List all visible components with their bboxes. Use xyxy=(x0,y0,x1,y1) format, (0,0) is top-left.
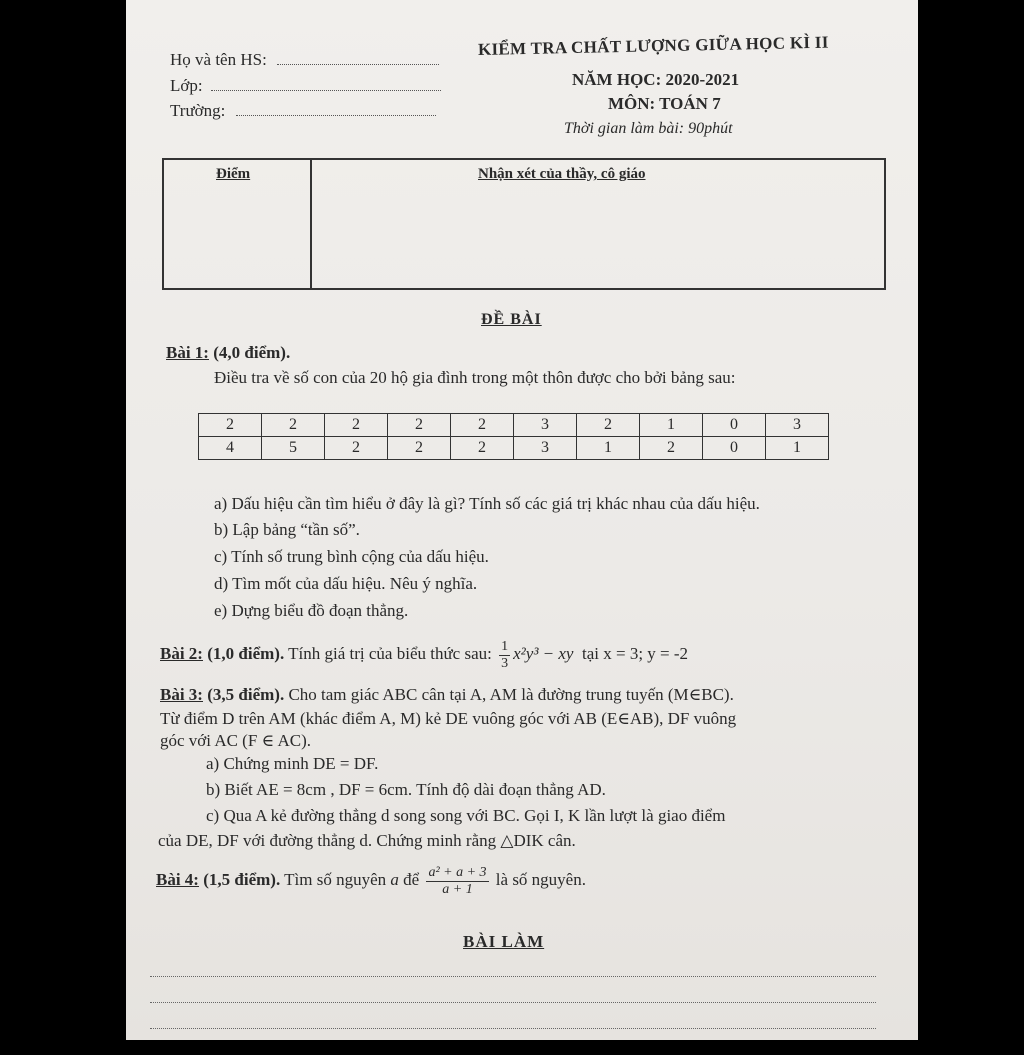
bai3-question-b: b) Biết AE = 8cm , DF = 6cm. Tính độ dài đoạn thẳng AD. xyxy=(206,780,606,799)
table-cell: 2 xyxy=(262,414,325,437)
class-dots xyxy=(211,89,441,91)
comment-label: Nhận xét của thầy, cô giáo xyxy=(478,166,646,182)
data-table xyxy=(198,413,829,460)
bai1-question-b: b) Lập bảng “tần số”. xyxy=(214,520,360,539)
bai3-question-c2: của DE, DF với đường thẳng d. Chứng minh rằng △DIK cân. xyxy=(158,831,576,850)
table-cell: 2 xyxy=(388,414,451,437)
bai2-label: Bài 2: xyxy=(160,644,203,663)
table-cell: 5 xyxy=(262,437,325,460)
bai4-points: (1,5 điểm). xyxy=(203,870,281,889)
exam-title: KIỂM TRA CHẤT LƯỢNG GIỮA HỌC KÌ II xyxy=(477,32,829,59)
bai3-line1 xyxy=(160,685,734,705)
bai3-line3: góc với AC (F ∈ AC). xyxy=(160,731,311,750)
table-cell: 2 xyxy=(325,437,388,460)
table-cell: 2 xyxy=(577,414,640,437)
table-cell: 3 xyxy=(766,414,829,437)
table-cell: 4 xyxy=(199,437,262,460)
grade-box xyxy=(162,158,886,290)
student-name-field xyxy=(170,50,439,70)
bai2-points: (1,0 điểm). xyxy=(207,644,285,663)
bai4-text2: để xyxy=(403,870,420,889)
bai1-intro: Điều tra về số con của 20 hộ gia đình trong một thôn được cho bởi bảng sau: xyxy=(214,368,736,387)
bai3-line2: Từ điểm D trên AM (khác điểm A, M) kẻ DE vuông góc với AB (E∈AB), DF vuông xyxy=(160,709,737,728)
table-cell: 3 xyxy=(514,437,577,460)
bai3-text: Cho tam giác ABC cân tại A, AM là đường trung tuyến (M∈BC). xyxy=(288,685,734,704)
bai4-fraction xyxy=(426,865,488,898)
table-cell: 2 xyxy=(388,437,451,460)
bai3-label: Bài 3: xyxy=(160,685,203,704)
duration: Thời gian làm bài: 90phút xyxy=(564,120,733,137)
bai2-text: Tính giá trị của biểu thức sau: xyxy=(288,644,492,663)
school-field xyxy=(170,101,436,121)
table-row xyxy=(199,437,829,460)
grade-box-divider xyxy=(310,158,312,288)
school-dots xyxy=(236,114,436,116)
bai2-expression: x²y³ − xy xyxy=(513,644,574,663)
answer-title: BÀI LÀM xyxy=(463,932,545,951)
bai3-question-c1: c) Qua A kẻ đường thẳng d song song với BC. Gọi I, K lần lượt là giao điểm xyxy=(206,806,726,825)
bai1-points: (4,0 điểm). xyxy=(213,343,291,362)
school-year: NĂM HỌC: 2020-2021 xyxy=(572,70,740,89)
school-label: Trường: xyxy=(170,101,226,120)
bai1-question-c: c) Tính số trung bình cộng của dấu hiệu. xyxy=(214,547,489,566)
class-label: Lớp: xyxy=(170,76,203,95)
table-cell: 0 xyxy=(703,414,766,437)
subject: MÔN: TOÁN 7 xyxy=(608,94,721,113)
class-field xyxy=(170,76,441,96)
bai4-var: a xyxy=(390,870,399,889)
bai4-frac-num: a² + a + 3 xyxy=(428,864,487,880)
score-label: Điểm xyxy=(216,166,251,182)
answer-line xyxy=(150,976,876,977)
bai2-condition: tại x = 3; y = -2 xyxy=(581,644,689,663)
bai1-question-d: d) Tìm mốt của dấu hiệu. Nêu ý nghĩa. xyxy=(214,574,478,593)
bai4-tail: là số nguyên. xyxy=(495,870,586,889)
bai4-text: Tìm số nguyên xyxy=(284,870,387,889)
bai2 xyxy=(160,634,688,674)
table-cell: 3 xyxy=(514,414,577,437)
bai3-points: (3,5 điểm). xyxy=(207,685,285,704)
table-cell: 2 xyxy=(640,437,703,460)
answer-line xyxy=(150,1002,876,1003)
bai2-frac-num: 1 xyxy=(501,638,509,654)
table-cell: 2 xyxy=(451,414,514,437)
bai2-frac-den: 3 xyxy=(501,655,509,671)
table-cell: 2 xyxy=(451,437,514,460)
table-cell: 0 xyxy=(703,437,766,460)
bai2-fraction xyxy=(499,639,510,672)
bai4-frac-den: a + 1 xyxy=(442,881,473,897)
table-cell: 1 xyxy=(640,414,703,437)
bai1-question-a: a) Dấu hiệu cần tìm hiểu ở đây là gì? Tính số các giá trị khác nhau của dấu hiệu. xyxy=(214,494,760,513)
table-cell: 1 xyxy=(766,437,829,460)
table-cell: 2 xyxy=(199,414,262,437)
bai1-label: Bài 1: xyxy=(166,343,209,362)
table-cell: 1 xyxy=(577,437,640,460)
student-name-label: Họ và tên HS: xyxy=(170,50,267,69)
student-name-dots xyxy=(277,63,439,65)
table-cell: 2 xyxy=(325,414,388,437)
table-row xyxy=(199,414,829,437)
bai4 xyxy=(156,858,586,902)
bai1-question-e: e) Dựng biểu đồ đoạn thẳng. xyxy=(214,601,409,620)
bai1-heading xyxy=(166,343,290,363)
bai4-label: Bài 4: xyxy=(156,870,199,889)
bai3-question-a: a) Chứng minh DE = DF. xyxy=(206,754,379,773)
answer-line xyxy=(150,1028,876,1029)
section-title: ĐỀ BÀI xyxy=(481,311,542,328)
